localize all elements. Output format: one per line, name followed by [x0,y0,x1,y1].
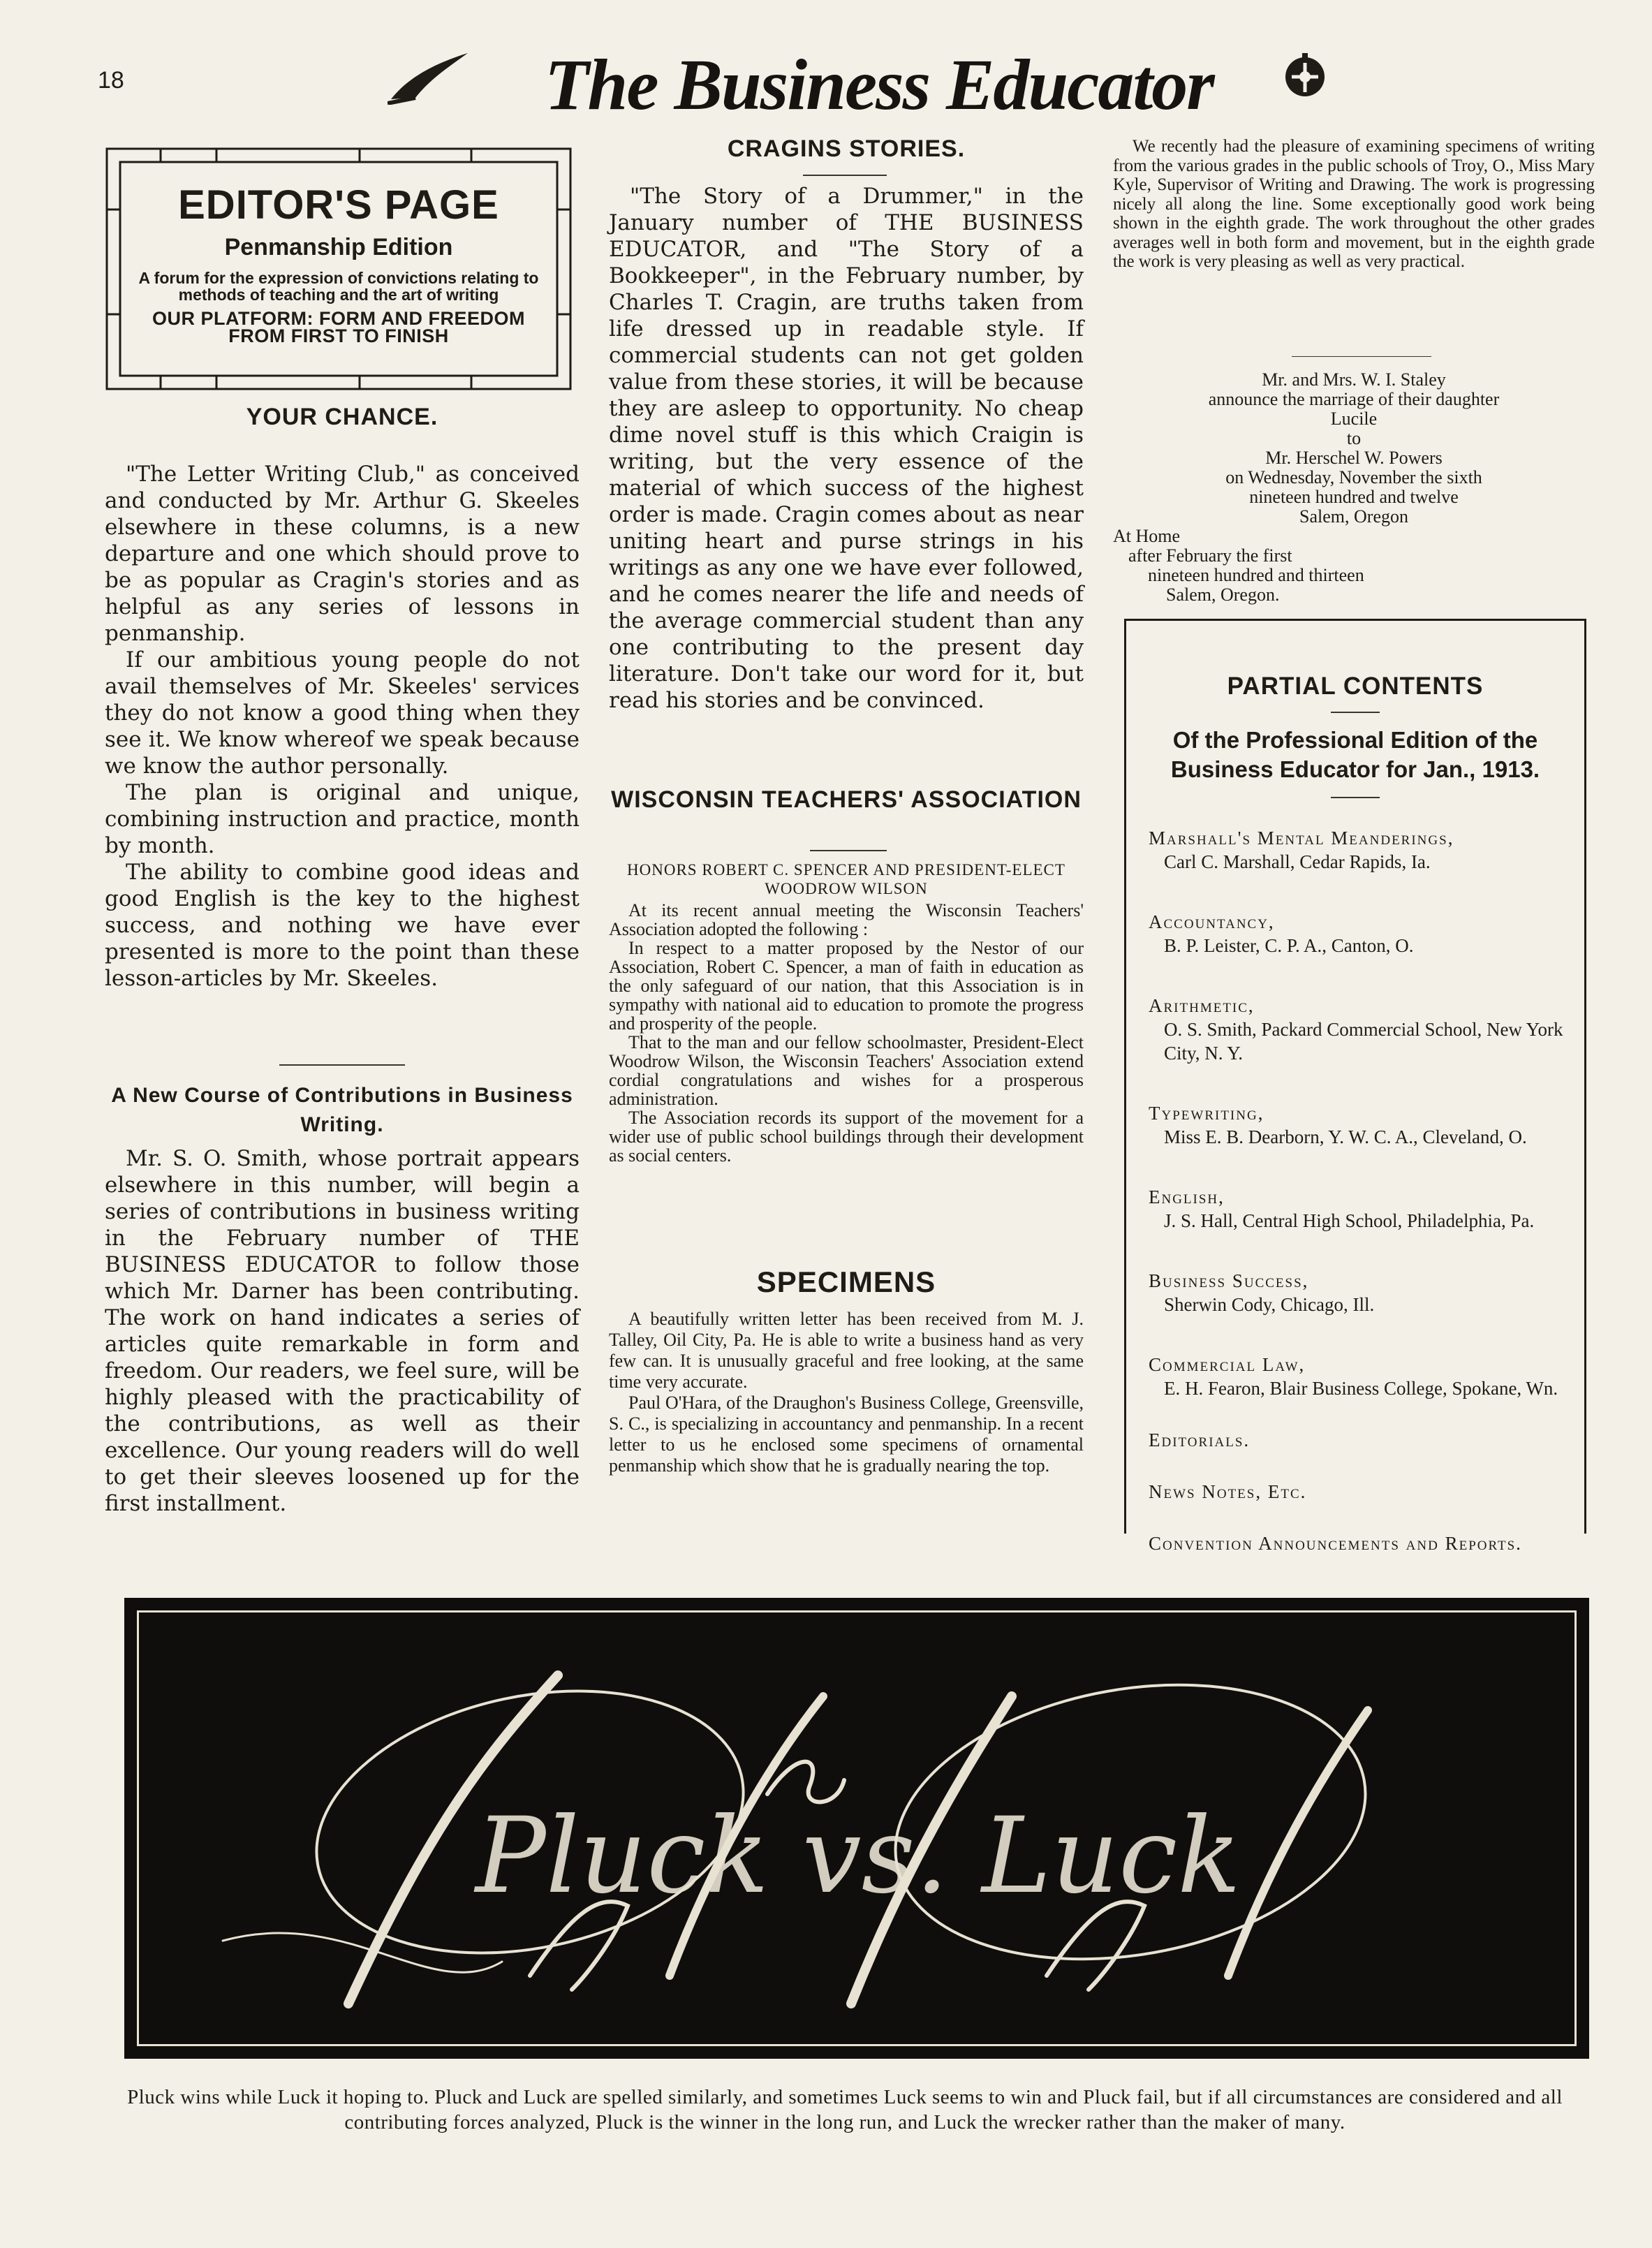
editors-page-forum: A forum for the expression of convictions relating to methods of teaching and the art of writing [138,269,539,304]
announce-line: Lucile [1330,409,1378,429]
contents-item: Arithmetic, O. S. Smith, Packard Commercial School, New York City, N. Y. [1149,995,1563,1064]
announce-line: Salem, Oregon. [1166,585,1280,605]
paragraph: If our ambitious young people do not avail themselves of Mr. Skeeles' services they do not know a good thing when they see it. We know whereof we speak because we know the author personally. [105,647,580,779]
cragins-heading: CRAGINS STORIES. [727,135,966,162]
contents-item: Business Success, Sherwin Cody, Chicago, Ill. [1149,1270,1375,1315]
paragraph: "The Story of a Drummer," in the January number of THE BUSINESS EDUCATOR, and "The Story of a Bookkeeper", in the February number, by Charles T. Cragin, are truths taken from life dressed up in readable style. If commercial students can not get golden value from these stories, it will be because they are asleep to opportunity. No cheap dime novel stuff is this which Craigin is writing, but the very essence of the material of which success of the highest order is made. Cragin comes about as near uniting heart and purse strings in his writings as any one we have ever followed, and he comes nearer the life and needs of the average commercial student than any one contributing to the present day literature. Don't take our word for it, but read his stories and be convinced. [609,184,1084,713]
divider [1331,797,1380,798]
pluck-vs-luck-banner [124,1598,1589,2059]
cragins-body [609,183,1084,714]
partial-contents-subtitle: Of the Professional Edition of the Business Educator for Jan., 1913. [1170,727,1540,782]
divider [1292,356,1431,357]
marriage-announcement [1113,370,1595,605]
new-course-section [105,1081,580,1140]
divider [279,1064,405,1066]
divider [810,850,887,851]
announce-line: Mr. and Mrs. W. I. Staley [1262,369,1446,390]
contents-item: News Notes, Etc. [1149,1481,1307,1502]
editors-page-title: EDITOR'S PAGE [178,182,499,228]
wisconsin-subheading: HONORS ROBERT C. SPENCER AND PRESIDENT-ELECT WOODROW WILSON [627,861,1065,897]
contents-item: Accountancy, B. P. Leister, C. P. A., Canton, O. [1149,911,1414,956]
emblem-icon [1279,49,1331,101]
paragraph: That to the man and our fellow schoolmaster, President-Elect Woodrow Wilson, the Wisconsin Teachers' Association extend cordial congratulations and wishes for a prosperous administration. [609,1032,1084,1109]
announce-line: announce the marriage of their daughter [1208,389,1500,409]
paragraph: A beautifully written letter has been received from M. J. Talley, Oil City, Pa. He is able to write a business hand as very few can. It is unusually graceful and free looking, at the same time very accurate. [609,1309,1084,1392]
divider [1331,712,1380,713]
paragraph: At its recent annual meeting the Wisconsin Teachers' Association adopted the following : [609,900,1084,939]
announce-line: nineteen hundred and thirteen [1148,565,1364,585]
paragraph: The ability to combine good ideas and good English is the key to the highest success, and nothing we have ever presented is more to the point than these lesson-articles by Mr. Skeeles. [105,860,580,991]
banner-frame [137,1610,1577,2046]
your-chance-section [105,404,580,431]
wisconsin-section [609,785,1084,814]
paragraph: In respect to a matter proposed by the Nestor of our Association, Robert C. Spencer, a man of faith in education as the only safeguard of our nation, that this Association is in sympathy with national aid to education to promote the progress and prosperity of the people. [609,938,1084,1034]
banner-caption: Pluck wins while Luck it hoping to. Pluck and Luck are spelled similarly, and sometimes Luck seems to win and Pluck fail, but if all circumstances are considered and all contributing forces analyzed, Pluck is the winner in the long run, and Luck the wrecker rather than the maker of many. [127,2086,1563,2133]
announce-line: Salem, Oregon [1299,506,1408,527]
announce-line: Mr. Herschel W. Powers [1265,448,1443,468]
announce-line: on Wednesday, November the sixth [1225,467,1482,487]
new-course-heading: A New Course of Contributions in Business Writing. [111,1084,573,1136]
announce-line: nineteen hundred and twelve [1249,487,1459,507]
your-chance-heading: YOUR CHANCE. [246,404,438,430]
quill-pen-icon [388,49,471,105]
paragraph: Paul O'Hara, of the Draughon's Business College, Greensville, S. C., is specializing in accountancy and penmanship. In a recent letter to us he enclosed some specimens of ornamental penmanship which show that he is gradually nearing the top. [609,1393,1084,1476]
at-home-label: At Home [1113,526,1181,546]
partial-contents-title: PARTIAL CONTENTS [1227,673,1484,700]
paragraph: Mr. S. O. Smith, whose portrait appears elsewhere in this number, will begin a series of contributions in business writing in the February number of THE BUSINESS EDUCATOR to follow those which Mr. Darner has been contributing. The work on hand indicates a series of articles quite remarkable in form and freedom. Our readers, we feel sure, will be highly pleased with the practicability of the contributions, as well as their excellence. Our young readers will do well to get their sleeves loosened up for the first installment. [105,1146,580,1516]
contents-item: Convention Announcements and Reports. [1149,1533,1522,1554]
specimens-heading: SPECIMENS [756,1265,936,1298]
paragraph: We recently had the pleasure of examining specimens of writing from the various grades in the public schools of Troy, O., Miss Mary Kyle, Supervisor of Writing and Drawing. The work is progressing nicely all along the line. Some exceptionally good work being shown in the eighth grade. The work throughout the other grades averages well in both form and movement, but in the eighth grade the work is very pleasing as well as very practical. [1113,137,1595,271]
contents-item: English, J. S. Hall, Central High School, Philadelphia, Pa. [1149,1187,1535,1231]
editors-page-subtitle: Penmanship Edition [224,234,453,260]
specimens-body [609,1309,1084,1476]
announce-line: after February the first [1128,545,1292,566]
troy-body [1113,137,1595,272]
page-number: 18 [98,67,124,94]
your-chance-body [105,461,580,992]
cragins-section [609,135,1084,163]
masthead: The Business Educator [545,45,1214,125]
announce-line: to [1346,428,1362,448]
new-course-body [105,1145,580,1517]
wisconsin-body [609,901,1084,1165]
partial-contents-box [1124,619,1586,1554]
banner-script-text: Pluck vs. Luck [475,1795,1241,1917]
contents-item: Marshall's Mental Meanderings, Carl C. Marshall, Cedar Rapids, Ia. [1149,828,1454,872]
script-flourish [139,1612,1574,2044]
wisconsin-heading: WISCONSIN TEACHERS' ASSOCIATION [611,786,1082,813]
contents-item: Typewriting, Miss E. B. Dearborn, Y. W. C. A., Cleveland, O. [1149,1103,1527,1147]
editors-page-platform: OUR PLATFORM: FORM AND FREEDOM FROM FIRST TO FINISH [152,308,525,346]
contents-item: Editorials. [1149,1430,1251,1450]
paragraph: "The Letter Writing Club," as conceived and conducted by Mr. Arthur G. Skeeles elsewhere in these columns, is a new departure and one which should prove to be as popular as Cragin's stories and as helpful as any series of lessons in penmanship. [105,462,580,646]
specimens-section [609,1265,1084,1299]
contents-item: Commercial Law, E. H. Fearon, Blair Business College, Spokane, Wn. [1149,1354,1558,1399]
editors-page-box [105,147,573,391]
paragraph: The Association records its support of the movement for a wider use of public school buildings through their development as social centers. [609,1108,1084,1166]
paragraph: The plan is original and unique, combining instruction and practice, month by month. [105,780,580,858]
divider [803,175,887,176]
